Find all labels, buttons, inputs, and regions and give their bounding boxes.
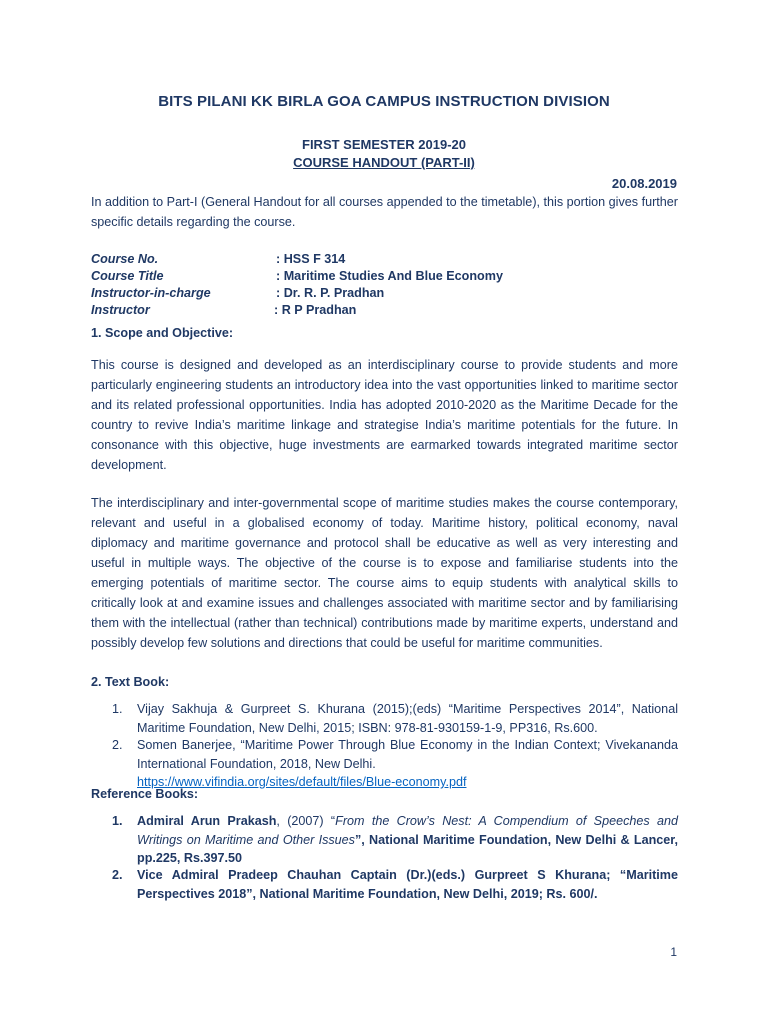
list-number: 1. <box>112 814 123 828</box>
textbook-heading: 2. Text Book: <box>91 675 170 689</box>
ref-publisher: ”, National Maritime Foundation, New Delhi & Lancer, pp.225, Rs.397.50 <box>137 832 679 865</box>
list-number: 2. <box>112 868 123 882</box>
list-text: Somen Banerjee, “Maritime Power Through Blue Economy in the Indian Context; Vivekananda International Foundation, 2018, New Delhi. <box>137 738 678 771</box>
handout-heading: COURSE HANDOUT (PART-II) <box>293 155 475 170</box>
ref-author: Admiral Arun Prakash <box>137 814 277 828</box>
list-text: Vijay Sakhuja & Gurpreet S. Khurana (2015);(eds) “Maritime Perspectives 2014”, National Maritime Foundation, New Delhi, 2015; ISBN: 978-81-930159-1-9, PP316, Rs.600. <box>137 702 678 735</box>
course-info-value: : Maritime Studies And Blue Economy <box>276 269 503 283</box>
reference-list <box>91 0 678 1024</box>
course-info-label: Instructor <box>91 303 150 317</box>
page-title: BITS PILANI KK BIRLA GOA CAMPUS INSTRUCTION DIVISION <box>158 93 610 110</box>
course-info-value: : R P Pradhan <box>274 303 357 317</box>
list-number: 1. <box>112 702 123 716</box>
page-number: 1 <box>670 945 677 959</box>
course-info-label: Instructor-in-charge <box>91 286 211 300</box>
list-text: Vice Admiral Pradeep Chauhan Captain (Dr.)(eds.) Gurpreet S Khurana; “Maritime Perspectives 2018”, National Maritime Foundation, New Delhi, 2019; Rs. 600/. <box>137 868 678 901</box>
course-info-label: Course Title <box>91 269 164 283</box>
reference-heading: Reference Books: <box>91 787 199 801</box>
scope-heading: 1. Scope and Objective: <box>91 326 234 340</box>
scope-paragraph-2: The interdisciplinary and inter-governmental scope of maritime studies makes the course contemporary, relevant and useful in a globalised economy of today. Maritime history, political economy, naval diplomacy and maritime governance and protocol shall be educative as well as very interesting and useful in multiple ways. The objective of the course is to expose and familiarise students into the emerging potentials of maritime sector. The course aims to equip students with analytical skills to critically look at and examine issues and challenges associated with maritime sector and by familiarising them with the intellectual (rather than technical) contributions made by maritime experts, understand and possibly develop few solutions and directions that could be useful for maritime communities. <box>91 496 678 650</box>
course-info-value: : Dr. R. P. Pradhan <box>276 286 385 300</box>
ref-title: From the Crow’s Nest: A Compendium of Speeches and Writings on Maritime and Other Issues <box>137 814 678 847</box>
semester-heading: FIRST SEMESTER 2019-20 <box>302 137 466 152</box>
list-number: 2. <box>112 738 123 752</box>
blue-economy-link[interactable]: https://www.vifindia.org/sites/default/files/Blue-economy.pdf <box>137 775 467 789</box>
intro-paragraph: In addition to Part-I (General Handout for all courses appended to the timetable), this portion gives further specific details regarding the course. <box>91 195 678 229</box>
list-text-block <box>137 812 678 868</box>
course-info-value: : HSS F 314 <box>276 252 346 266</box>
scope-paragraph-1: This course is designed and developed as an interdisciplinary course to provide students and more particularly engineering students an introductory idea into the vast opportunities linked to maritime sector and its related professional opportunities. India has adopted 2010-2020 as the Maritime Decade for the country to revive India’s maritime linkage and strategise India’s maritime potentials for the future. In consonance with this objective, huge investments are earmarked towards integrated maritime sector development. <box>91 358 678 472</box>
ref-year: , (2007) “ <box>276 814 336 828</box>
course-info-label: Course No. <box>91 252 159 266</box>
document-date: 20.08.2019 <box>611 176 677 191</box>
